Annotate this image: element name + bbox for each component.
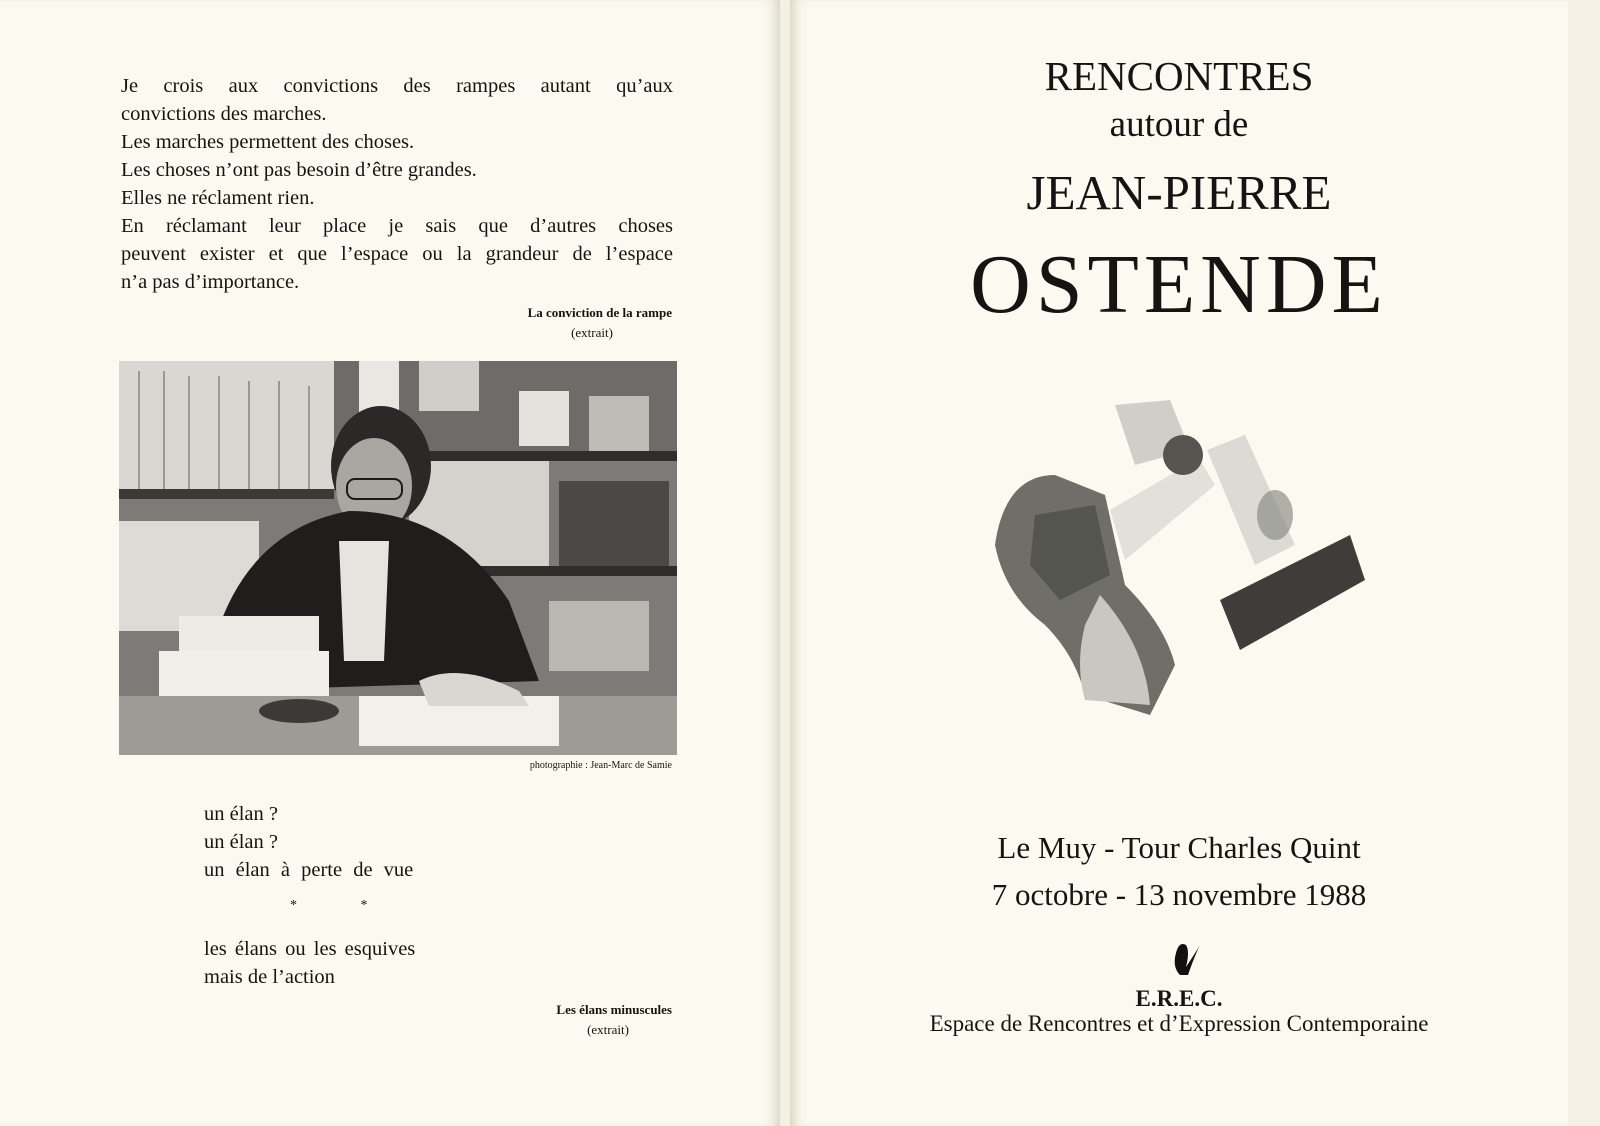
separator-stars: * *: [290, 898, 398, 913]
poem-line: Les choses n’ont pas besoin d’être grandes.: [121, 159, 477, 181]
poem-elans-minuscules: [204, 800, 413, 884]
artist-last-name: OSTENDE: [970, 238, 1388, 331]
poem-line: n’a pas d’importance.: [121, 271, 300, 293]
poem-line: un élan ?: [204, 831, 278, 853]
poem2-source-note: (extrait): [587, 1022, 629, 1037]
venue: Le Muy - Tour Charles Quint: [997, 830, 1361, 865]
title-autour-de: autour de: [1109, 104, 1249, 145]
poem-line: Les marches permettent des choses.: [121, 131, 415, 153]
exhibition-dates: 7 octobre - 13 novembre 1988: [991, 877, 1367, 912]
watercolor-artwork: [985, 365, 1365, 725]
poem1-source-note: (extrait): [571, 325, 613, 340]
org-acronym: E.R.E.C.: [1135, 986, 1223, 1011]
poem-line: mais de l’action: [204, 966, 335, 988]
org-name: Espace de Rencontres et d’Expression Contemporaine: [929, 1011, 1429, 1036]
photo-credit: photographie : Jean-Marc de Samie: [529, 760, 672, 771]
poem-line: Elles ne réclament rien.: [121, 187, 315, 209]
right-page: [790, 0, 1568, 1126]
poem-line: Je crois aux convictions des rampes autant qu’aux: [121, 75, 673, 97]
title-rencontres: RENCONTRES: [1044, 53, 1314, 99]
poem-line: les élans ou les esquives: [204, 938, 416, 960]
poem-line: un élan ?: [204, 803, 278, 825]
poem1-source-title: La conviction de la rampe: [527, 305, 672, 320]
erec-logo-icon: [1170, 937, 1202, 977]
artist-first-name: JEAN-PIERRE: [1026, 165, 1332, 220]
photo-illustration: [119, 361, 677, 755]
poem-line: un élan à perte de vue: [204, 859, 414, 881]
poem-elans-minuscules-part2: [204, 935, 415, 991]
poem-line: En réclamant leur place je sais que d’autres choses: [121, 215, 673, 237]
poem-line: convictions des marches.: [121, 103, 327, 125]
artist-photo: [119, 361, 677, 755]
poem-line: peuvent exister et que l’espace ou la grandeur de l’espace: [121, 243, 673, 265]
poem2-source-title: Les élans minuscules: [556, 1002, 672, 1017]
left-page: [0, 0, 780, 1126]
poem-conviction-rampe: [121, 72, 673, 296]
